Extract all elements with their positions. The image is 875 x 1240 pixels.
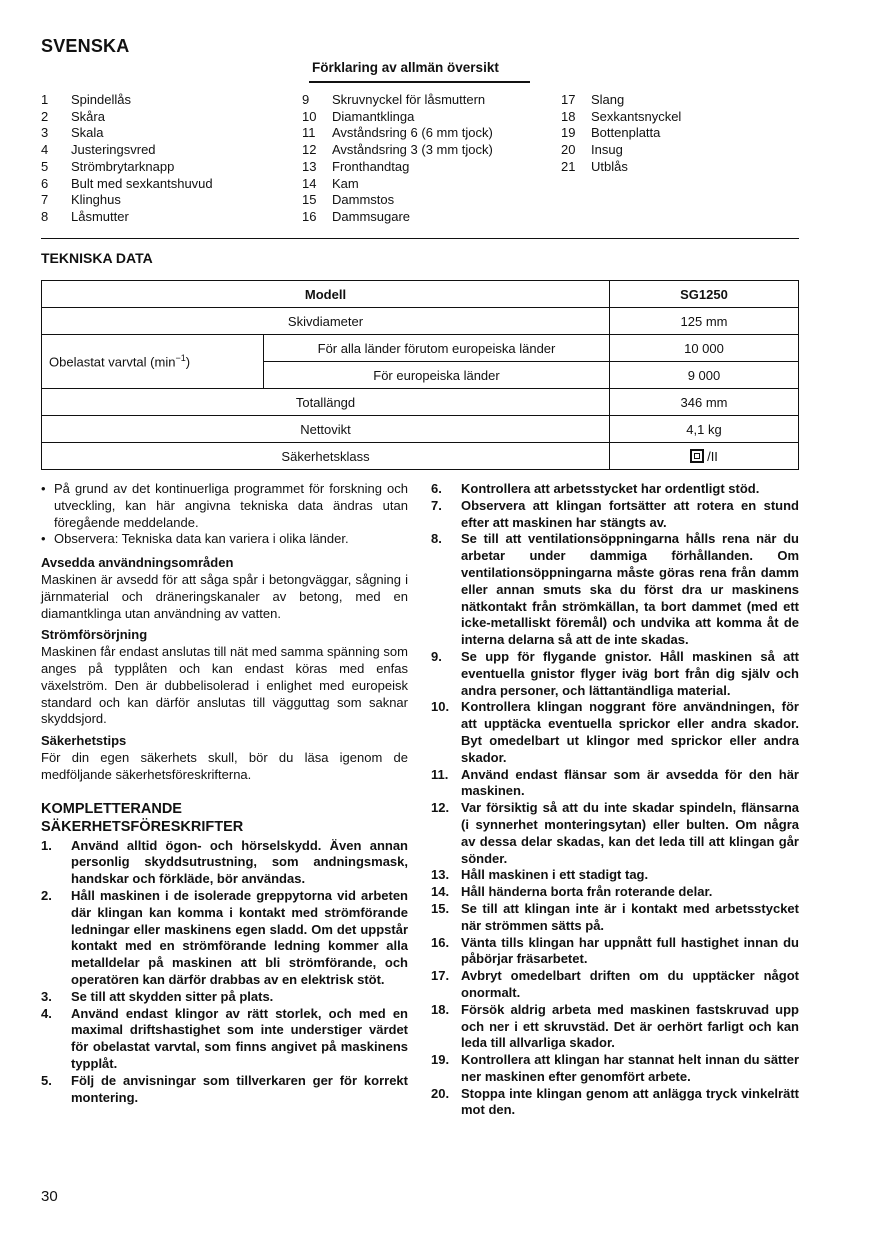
parts-list-item: 1 Spindellås (41, 92, 131, 107)
safety-rule-item: 5. Följ de anvisningar som tillverkaren ger för korrekt montering. (41, 1072, 408, 1105)
table-row (42, 416, 799, 443)
safety-rule-item: 3. Se till att skydden sitter på plats. (41, 988, 274, 1004)
table-row (42, 308, 799, 335)
additional-safety-rules-heading: KOMPLETTERANDE SÄKERHETSFÖRESKRIFTER (41, 800, 244, 835)
left-text-column (41, 481, 408, 1106)
safety-tips-text: För din egen säkerhets skull, bör du läsa igenom de medföljande säkerhetsföreskrifterna. (41, 749, 408, 782)
right-text-column (431, 481, 799, 1119)
safety-rule-item: 15. Se till att klingan inte är i kontakt med arbetsstycket när strömmen sätts på. (431, 900, 799, 933)
safety-rule-item: 10. Kontrollera klingan noggrant före användningen, för att upptäcka eventuella sprickor eller andra skador. Byt omedelbart ut klingor med sprickor eller andra skador. (431, 699, 799, 765)
tech-data-title: TEKNISKA DATA (41, 250, 153, 266)
bullet-icon: • (41, 481, 46, 496)
parts-list-item: 19 Bottenplatta (561, 125, 661, 141)
model-label: Modell (42, 281, 610, 308)
table-row (42, 281, 799, 308)
safety-rule-item: 19. Kontrollera att klingan har stannat helt innan du sätter ner maskinen efter genomfört arbete. (431, 1052, 799, 1084)
model-value: SG1250 (610, 281, 799, 308)
parts-list-item: 2 Skåra (41, 108, 105, 124)
overview-title: Förklaring av allmän översikt (312, 60, 499, 75)
intended-use-heading: Avsedda användningsområden (41, 555, 234, 571)
parts-list-item: 21 Utblås (561, 158, 628, 174)
parts-list-column-1 (41, 92, 213, 226)
parts-list-item: 20 Insug (561, 142, 623, 158)
safety-rule-item: 8. Se till att ventilationsöppningarna hålls rena när du arbetar under dammiga förhållanden. Om ventilationsöppningarna måste göras rena från damm eller annan smuts ska du först dra ur maskinens nätkontakt från strömkällan, ta bort dammet (med ett icke-metalliskt föremål) och undvika att komma åt de interna delarna så att de inte skadas. (431, 531, 799, 648)
safety-rule-item: 20. Stoppa inte klingan genom att anlägga tryck vinkelrätt mot den. (431, 1085, 799, 1118)
safety-rule-item: 7. Observera att klingan fortsätter att rotera en stund efter att maskinen har stängts av. (431, 497, 799, 530)
page-number: 30 (41, 1188, 58, 1205)
safety-rule-item: 14. Håll händerna borta från roterande delar. (431, 884, 713, 900)
safety-rule-item: 13. Håll maskinen i ett stadigt tag. (431, 867, 649, 883)
speed-all-countries-label: För alla länder förutom europeiska länder (264, 335, 610, 362)
safety-class-label: Säkerhetsklass (42, 443, 610, 470)
safety-rule-item: 11. Använd endast flänsar som är avsedda för den här maskinen. (431, 766, 799, 799)
bullet-icon: • (41, 531, 46, 547)
parts-list-item: 9 Skruvnyckel för låsmuttern (302, 92, 486, 107)
safety-rule-item: 1. Använd alltid ögon- och hörselskydd. Även annan personlig skyddsutrustning, som andningsmask, handskar och förkläde, bör användas. (41, 837, 408, 887)
parts-list-item: 12 Avståndsring 3 (3 mm tjock) (302, 142, 493, 158)
parts-list-item: 5 Strömbrytarknapp (41, 158, 175, 174)
safety-rule-item: 16. Vänta tills klingan har uppnått full hastighet innan du påbörjar fräsarbetet. (431, 934, 799, 967)
safety-rule-item: 17. Avbryt omedelbart driften om du upptäcker något onormalt. (431, 968, 799, 1000)
safety-rule-item: 9. Se upp för flygande gnistor. Håll maskinen så att eventuella gnistor flyger iväg bort från dig själv och andra personer, och lättantändliga material. (431, 648, 799, 698)
speed-european-label: För europeiska länder (264, 362, 610, 389)
parts-list-column-3 (561, 92, 681, 176)
note-item: • Observera: Tekniska data kan variera i olika länder. (41, 531, 349, 547)
safety-rule-item: 12. Var försiktig så att du inte skadar spindeln, flänsarna (i synnerhet monteringsytan) eller bulten. Om några av dessa delar skadas, kan det leda till att klingan går sönder. (431, 800, 799, 866)
safety-rule-item: 18. Försök aldrig arbeta med maskinen fastskruvad upp och ner i ett skruvstäd. Det är oerhört farligt och kan leda till allvarliga skador. (431, 1001, 799, 1051)
table-row (42, 443, 799, 470)
overall-length-value: 346 mm (610, 389, 799, 416)
safety-rule-item: 2. Håll maskinen i de isolerade greppytorna vid arbeten där klingan kan komma i kontakt med strömförande ledningar eller maskinens egen sladd. Om det uppstår kontakt med en strömförande ledning kommer alla metalldelar på maskinen att bli strömförande, och operatören kan därför drabbas av en elektrisk stöt. (41, 887, 408, 987)
parts-list-item: 17 Slang (561, 92, 625, 107)
parts-list-item: 16 Dammsugare (302, 208, 411, 224)
parts-list-item: 10 Diamantklinga (302, 108, 415, 124)
safety-rule-item: 4. Använd endast klingor av rätt storlek, och med en maximal driftshastighet som inte understiger värdet för obelastat varvtal, som finns angivet på maskinens typplåt. (41, 1005, 408, 1071)
parts-list-item: 4 Justeringsvred (41, 142, 156, 158)
no-load-speed-label: Obelastat varvtal $(\min^{-1})$ (42, 335, 264, 389)
note-item: • På grund av det kontinuerliga programmet för forskning och utveckling, kan här angivna tekniska data ändras utan föregående meddelande. (41, 481, 408, 530)
power-supply-text: Maskinen får endast anslutas till nät med samma spänning som anges på typplåten och kan endast köras med enfas växelström. Den är dubbelisolerad i enlighet med europeisk standard och kan därför anslutas till vägguttag som saknar skyddsjord. (41, 644, 408, 727)
section-divider (41, 238, 799, 239)
speed-european-value: 9 000 (610, 362, 799, 389)
intended-use-text: Maskinen är avsedd för att såga spår i betongväggar, sågning i järnmaterial och dräneringskanaler av betong, med en diamantklinga utan användning av vatten. (41, 571, 408, 621)
parts-list-item: 3 Skala (41, 125, 104, 141)
parts-list-item: 7 Klinghus (41, 192, 121, 208)
language-title: SVENSKA (41, 36, 130, 56)
power-supply-heading: Strömförsörjning (41, 627, 148, 643)
parts-list-item: 11 Avståndsring 6 (6 mm tjock) (302, 125, 493, 141)
parts-list-item: 13 Fronthandtag (302, 158, 410, 174)
parts-list-item: 18 Sexkantsnyckel (561, 108, 682, 124)
parts-list-item: 6 Bult med sexkantshuvud (41, 175, 213, 191)
table-row (42, 389, 799, 416)
safety-class-value: /II (610, 443, 799, 470)
parts-list-item: 15 Dammstos (302, 192, 395, 208)
disc-diameter-label: Skivdiameter (42, 308, 610, 335)
net-weight-label: Nettovikt (42, 416, 610, 443)
parts-list-column-2 (302, 92, 493, 226)
net-weight-value: 4,1 kg (610, 416, 799, 443)
parts-list-item: 14 Kam (302, 175, 359, 191)
double-insulation-class-ii-icon (690, 449, 704, 463)
table-row (42, 335, 799, 362)
safety-rule-item: 6. Kontrollera att arbetsstycket har ordentligt stöd. (431, 481, 760, 496)
safety-tips-heading: Säkerhetstips (41, 733, 127, 749)
speed-all-countries-value: 10 000 (610, 335, 799, 362)
overall-length-label: Totallängd (42, 389, 610, 416)
specifications-table (41, 280, 799, 470)
overview-title-underline (309, 81, 530, 83)
parts-list-item: 8 Låsmutter (41, 208, 129, 224)
disc-diameter-value: 125 mm (610, 308, 799, 335)
